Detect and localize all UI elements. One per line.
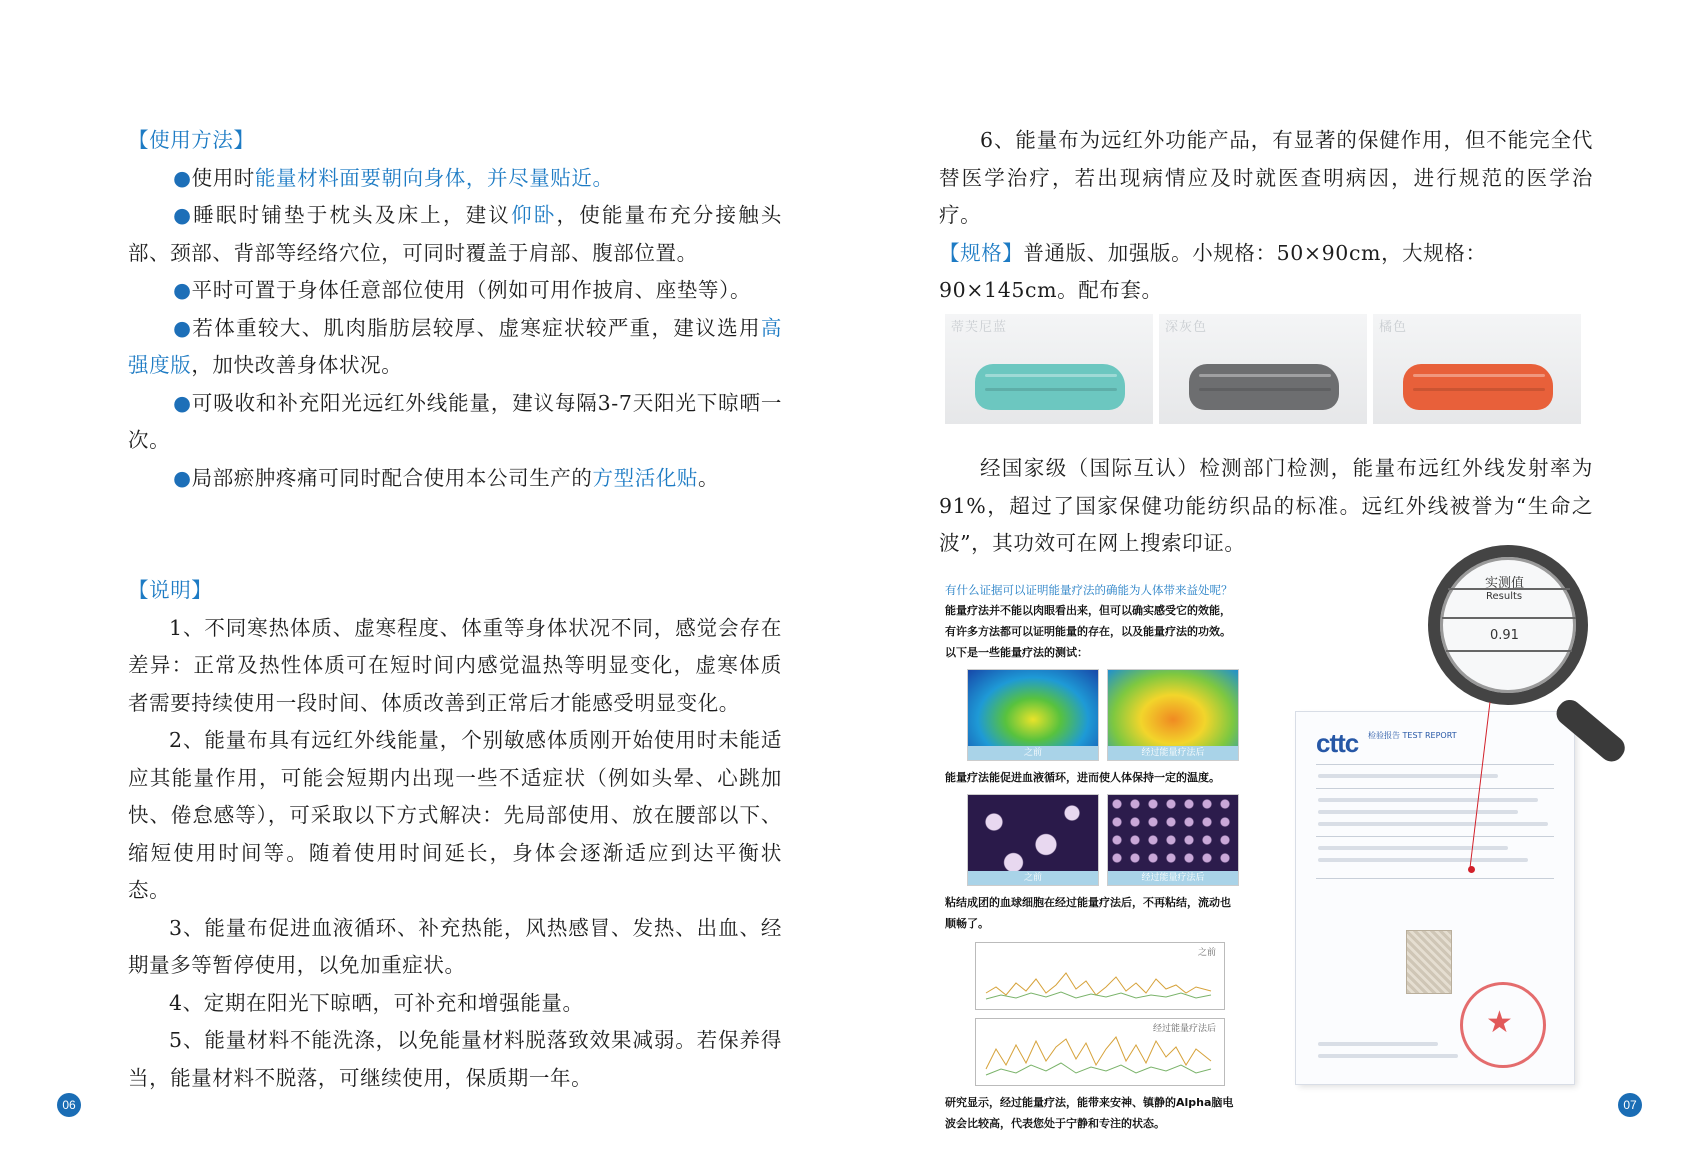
usage-item xyxy=(128,460,782,498)
note-6: 6、能量布为远红外功能产品，有显著的保健作用，但不能完全代替医学治疗，若出现病情应及时就医查明病因，进行规范的医学治疗。 xyxy=(939,128,1593,227)
blood-after-image xyxy=(1107,794,1239,886)
folded-cloth-3 xyxy=(1403,364,1553,410)
note-item: 2、能量布具有远红外线能量，个别敏感体质刚开始使用时未能适应其能量作用，可能会短期内出现一些不适症状（例如头晕、心跳加快、倦怠感等），可采取以下方式解决：先局部使用、放在腰部以下、缩短使用时间等。随着使用时间延长，身体会逐渐适应到达平衡状态。 xyxy=(128,728,782,902)
bullet-icon: ● xyxy=(173,203,194,227)
usage-item xyxy=(128,160,782,198)
photo-label-2: 深灰色 xyxy=(1165,320,1208,335)
folded-cloth-1 xyxy=(975,364,1125,410)
left-page xyxy=(0,0,844,1157)
product-photo-3 xyxy=(1373,314,1581,424)
usage-text: 平时可置于身体任意部位使用（例如可用作披肩、座垫等）。 xyxy=(191,278,752,302)
usage-text: 若体重较大、肌肉脂肪层较厚、虚寒症状较严重，建议选用 xyxy=(192,315,761,340)
research-intro-1: 能量疗法并不能以肉眼看出来，但可以确实感受它的效能， xyxy=(945,604,1231,617)
bullet-icon: ● xyxy=(173,278,192,302)
report-logo: cttc xyxy=(1316,728,1359,758)
usage-list xyxy=(128,160,782,498)
usage-text: 睡眠时铺垫于枕头及床上，建议 xyxy=(193,203,512,227)
usage-highlight: 能量材料面要朝向身体，并尽量贴近。 xyxy=(254,165,614,190)
notes-section-title: 【说明】 xyxy=(128,578,213,602)
research-question: 有什么证据可以证明能量疗法的确能为人体带来益处呢？ xyxy=(945,583,1233,597)
blood-before-image xyxy=(967,794,1099,886)
eeg-before-trace xyxy=(976,943,1224,1009)
research-caption-2b: 顺畅了。 xyxy=(945,917,989,930)
usage-item xyxy=(128,197,782,272)
magnifier-icon xyxy=(1428,545,1588,705)
product-photo-1 xyxy=(945,314,1153,424)
blood-cell-images xyxy=(967,794,1265,886)
spec-paragraph xyxy=(939,235,1593,310)
test-report-image xyxy=(1296,712,1574,1084)
thermal-after-caption: 经过能量疗法后 xyxy=(1108,746,1238,760)
spec-text: 普通版、加强版。小规格：50×90cm，大规格：90×145cm。配布套。 xyxy=(939,240,1487,302)
usage-text-tail: ，加快改善身体状况。 xyxy=(191,353,403,377)
thermal-before-caption: 之前 xyxy=(968,746,1098,760)
note-item: 3、能量布促进血液循环、补充热能，风热感冒、发热、出血、经期量多等暂停使用，以免加重症状。 xyxy=(128,915,782,977)
eeg-after-chart xyxy=(975,1018,1225,1086)
folded-cloth-2 xyxy=(1189,364,1339,410)
usage-highlight: 高强度版 xyxy=(128,315,782,377)
usage-text: 可吸收和补充阳光远红外线能量，建议每隔3-7天阳光下晾晒一次。 xyxy=(128,390,782,452)
photo-label-1: 蒂芙尼蓝 xyxy=(951,320,1008,335)
bullet-icon: ● xyxy=(173,315,193,340)
page-number-right: 07 xyxy=(1618,1093,1642,1117)
eeg-before-chart xyxy=(975,942,1225,1010)
bullet-icon: ● xyxy=(173,390,192,415)
blood-after-caption: 经过能量疗法后 xyxy=(1108,871,1238,885)
thermal-after-image xyxy=(1107,669,1239,761)
usage-section-title: 【使用方法】 xyxy=(128,128,255,152)
note-item: 4、定期在阳光下晾晒，可补充和增强能量。 xyxy=(169,990,584,1015)
magnifier-subtitle: Results xyxy=(1486,591,1523,602)
bullet-icon: ● xyxy=(173,165,192,190)
usage-highlight: 方型活化贴 xyxy=(592,465,698,490)
research-intro-2: 有许多方法都可以证明能量的存在，以及能量疗法的功效。 xyxy=(945,625,1231,638)
usage-text-tail: 。 xyxy=(698,465,720,490)
usage-item xyxy=(128,310,782,385)
research-intro-3: 以下是一些能量疗法的测试： xyxy=(945,646,1088,659)
magnifier-value: 0.91 xyxy=(1490,628,1519,643)
spec-title: 【规格】 xyxy=(939,240,1024,265)
usage-item xyxy=(128,272,782,310)
usage-text: 使用时 xyxy=(191,165,255,190)
photo-label-3: 橘色 xyxy=(1379,320,1408,335)
fabric-sample xyxy=(1406,930,1452,994)
usage-highlight: 仰卧 xyxy=(511,203,557,227)
usage-text: 局部瘀肿疼痛可同时配合使用本公司生产的 xyxy=(191,465,593,490)
right-column-top xyxy=(939,122,1593,310)
left-column xyxy=(128,122,782,1097)
usage-text-tail: ，使能量布充分接触头部、颈部、背部等经络穴位，可同时覆盖于肩部、腹部位置。 xyxy=(128,203,782,265)
research-caption-2a: 粘结成团的血球细胞在经过能量疗法后，不再粘结，流动也 xyxy=(945,896,1231,909)
test-paragraph: 经国家级（国际互认）检测部门检测，能量布远红外线发射率为91%，超过了国家保健功能纺织品的标准。远红外线被誉为“生命之波”，其功效可在网上搜索印证。 xyxy=(939,456,1593,555)
bullet-icon: ● xyxy=(173,465,192,490)
thermal-images xyxy=(967,669,1265,761)
eeg-before-label: 之前 xyxy=(1197,948,1216,958)
research-caption-3a: 研究显示，经过能量疗法，能带来安神、镇静的Alpha脑电 xyxy=(945,1096,1234,1109)
page-number-left: 06 xyxy=(57,1093,81,1117)
eeg-after-label: 经过能量疗法后 xyxy=(1152,1024,1216,1034)
stamp-star-icon: ★ xyxy=(1486,1005,1513,1040)
magnifier-title: 实测值 xyxy=(1485,576,1525,591)
thermal-before-image xyxy=(967,669,1099,761)
product-photos xyxy=(945,314,1581,424)
research-caption-1: 能量疗法能促进血液循环，进而使人体保持一定的温度。 xyxy=(945,771,1220,784)
product-photo-2 xyxy=(1159,314,1367,424)
research-caption-3b: 波会比较高，代表您处于宁静和专注的状态。 xyxy=(945,1117,1165,1130)
blood-before-caption: 之前 xyxy=(968,871,1098,885)
research-panel xyxy=(945,580,1265,1134)
pointer-line xyxy=(1460,700,1500,870)
report-subtitle: 检验报告 TEST REPORT xyxy=(1368,731,1457,740)
note-item: 1、不同寒热体质、虚寒程度、体重等身体状况不同，感觉会存在差异：正常及热性体质可在短时间内感觉温热等明显变化，虚寒体质者需要持续使用一段时间、体质改善到正常后才能感受明显变化。 xyxy=(128,615,782,715)
notes-list xyxy=(128,610,782,1098)
usage-item xyxy=(128,385,782,460)
note-item: 5、能量材料不能洗涤，以免能量材料脱落致效果减弱。若保养得当，能量材料不脱落，可继续使用，保质期一年。 xyxy=(128,1028,782,1090)
